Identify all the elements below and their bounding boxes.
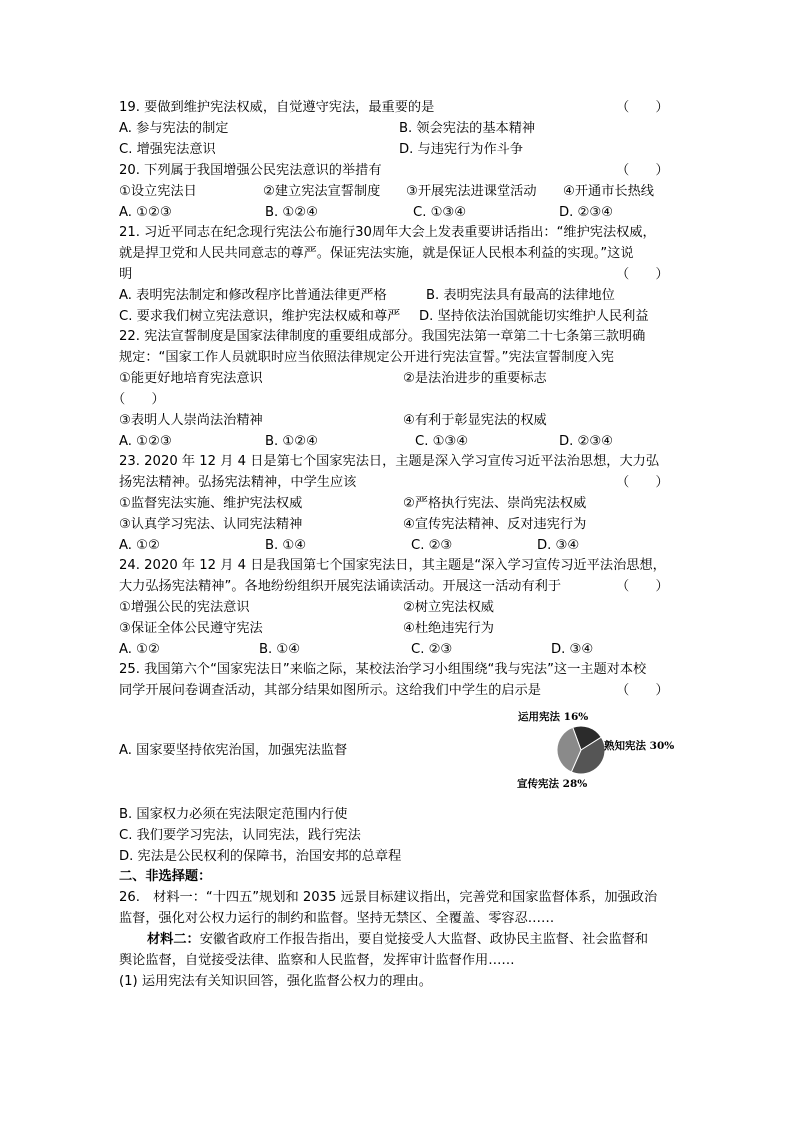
q23-stem-line1: 23. 2020 年 12 月 4 日是第七个国家宪法日，主题是深入学习宣传习近平法治思想，大力弘 <box>119 454 660 469</box>
q25-stem-line1: 25. 我国第六个“国家宪法日”来临之际，某校法治学习小组围绕“我与宪法”这一主题对本校 <box>119 662 647 677</box>
q23-item-2: ②严格执行宪法、崇尚宪法权威 <box>403 496 587 511</box>
q20-stem: 20. 下列属于我国增强公民宪法意识的举措有 <box>119 163 382 178</box>
q23-item-1: ①监督宪法实施、维护宪法权威 <box>119 496 303 511</box>
q24-stem-line2: 大力弘扬宪法精神”。各地纷纷组织开展宪法诵读活动。开展这一活动有利于 <box>119 579 562 594</box>
q19-option-a: A. 参与宪法的制定 <box>119 121 229 136</box>
pie-label-promote: 宣传宪法 28% <box>517 778 588 790</box>
q22-stem-line1: 22. 宪法宣誓制度是国家法律制度的重要组成部分。我国宪法第一章第二十七条第三款明确 <box>119 329 646 344</box>
q19-option-d: D. 与违宪行为作斗争 <box>399 142 524 157</box>
q20-item-2: ②建立宪法宣誓制度 <box>263 184 381 199</box>
q23-option-c: C. ②③ <box>411 538 453 553</box>
survey-pie-chart <box>504 706 694 798</box>
q22-item-2: ②是法治进步的重要标志 <box>403 371 547 386</box>
q24-option-b: B. ①④ <box>259 642 301 657</box>
q22-stem-line2: 规定：“国家工作人员就职时应当依照法律规定公开进行宪法宣誓。”宪法宣誓制度入宪 <box>119 350 614 365</box>
q20-item-4: ④开通市长热线 <box>563 184 654 199</box>
q20-option-c: C. ①③④ <box>413 205 467 220</box>
q26-material1-line2: 监督，强化对公权力运行的制约和监督。坚持无禁区、全覆盖、零容忍…… <box>119 911 555 926</box>
pie-label-apply: 运用宪法 16% <box>518 711 589 723</box>
q24-option-c: C. ②③ <box>411 642 453 657</box>
q22-option-a: A. ①②③ <box>119 434 172 449</box>
q21-stem-line2: 就是捍卫党和人民共同意志的尊严。保证宪法实施，就是保证人民根本利益的实现。”这说 <box>119 246 634 261</box>
q23-option-b: B. ①④ <box>265 538 307 553</box>
q22-item-3: ③表明人人崇尚法治精神 <box>119 413 263 428</box>
q20-option-b: B. ①②④ <box>265 205 318 220</box>
q24-stem-line1: 24. 2020 年 12 月 4 日是我国第七个国家宪法日，其主题是“深入学习宣传习近平法治思想， <box>119 558 666 573</box>
q19-option-c: C. 增强宪法意识 <box>119 142 216 157</box>
q20-option-d: D. ②③④ <box>559 205 614 220</box>
pie-label-know: 熟知宪法 30% <box>604 740 675 752</box>
q23-option-a: A. ①② <box>119 538 160 553</box>
q25-option-c: C. 我们要学习宪法，认同宪法，践行宪法 <box>119 828 361 843</box>
q24-item-4: ④杜绝违宪行为 <box>403 621 494 636</box>
q22-option-c: C. ①③④ <box>415 434 469 449</box>
q26-subquestion-1: (1) 运用宪法有关知识回答，强化监督公权力的理由。 <box>119 974 432 989</box>
q20-item-1: ①设立宪法日 <box>119 184 197 199</box>
q26-material2-line1 <box>147 929 648 950</box>
q21-option-d: D. 坚持依法治国就能切实维护人民利益 <box>419 309 649 324</box>
q19-answer-paren: （ ） <box>616 100 669 115</box>
q20-answer-paren: （ ） <box>616 163 669 178</box>
q22-answer-paren: （ ） <box>112 392 165 407</box>
q25-option-d: D. 宪法是公民权利的保障书，治国安邦的总章程 <box>119 849 402 864</box>
q24-option-a: A. ①② <box>119 642 160 657</box>
q25-option-a: A. 国家要坚持依宪治国，加强宪法监督 <box>119 743 348 758</box>
q24-item-2: ②树立宪法权威 <box>403 600 494 615</box>
q24-option-d: D. ③④ <box>551 642 594 657</box>
q23-option-d: D. ③④ <box>537 538 580 553</box>
q21-stem-line3: 明 <box>119 267 133 282</box>
q25-option-b: B. 国家权力必须在宪法限定范围内行使 <box>119 807 348 822</box>
q26-material1-line1: 26. 材料一：“十四五”规划和 2035 远景目标建议指出，完善党和国家监督体系，加强政治 <box>119 890 658 905</box>
q24-answer-paren: （ ） <box>616 579 669 594</box>
q23-answer-paren: （ ） <box>616 475 669 490</box>
q23-item-4: ④宣传宪法精神、反对违宪行为 <box>403 517 587 532</box>
q20-option-a: A. ①②③ <box>119 205 172 220</box>
q19-stem: 19. 要做到维护宪法权威，自觉遵守宪法，最重要的是 <box>119 100 435 115</box>
q20-item-3: ③开展宪法进课堂活动 <box>406 184 537 199</box>
q22-item-1: ①能更好地培育宪法意识 <box>119 371 263 386</box>
section-title-non-choice: 二、非选择题： <box>119 869 212 884</box>
q23-stem-line2: 扬宪法精神。弘扬宪法精神，中学生应该 <box>119 475 357 490</box>
q22-item-4: ④有利于彰显宪法的权威 <box>403 413 547 428</box>
q21-answer-paren: （ ） <box>616 267 669 282</box>
q25-stem-line2: 同学开展问卷调查活动，其部分结果如图所示。这给我们中学生的启示是 <box>119 683 541 698</box>
q24-item-3: ③保证全体公民遵守宪法 <box>119 621 263 636</box>
q19-option-b: B. 领会宪法的基本精神 <box>399 121 536 136</box>
q25-answer-paren: （ ） <box>616 683 669 698</box>
q21-option-a: A. 表明宪法制定和修改程序比普通法律更严格 <box>119 288 387 303</box>
q24-item-1: ①增强公民的宪法意识 <box>119 600 250 615</box>
q22-option-d: D. ②③④ <box>559 434 614 449</box>
q26-material2-line2: 舆论监督，自觉接受法律、监察和人民监督，发挥审计监督作用…… <box>119 953 515 968</box>
q22-option-b: B. ①②④ <box>265 434 318 449</box>
q21-option-b: B. 表明宪法具有最高的法律地位 <box>426 288 615 303</box>
q21-option-c: C. 要求我们树立宪法意识，维护宪法权威和尊严 <box>119 309 401 324</box>
q26-material2-text: 安徽省政府工作报告指出，要自觉接受人大监督、政协民主监督、社会监督和 <box>199 932 649 947</box>
q26-material2-label: 材料二： <box>147 932 200 947</box>
q21-stem-line1: 21. 习近平同志在纪念现行宪法公布施行30周年大会上发表重要讲话指出：“维护宪法权威， <box>119 225 656 240</box>
q23-item-3: ③认真学习宪法、认同宪法精神 <box>119 517 303 532</box>
